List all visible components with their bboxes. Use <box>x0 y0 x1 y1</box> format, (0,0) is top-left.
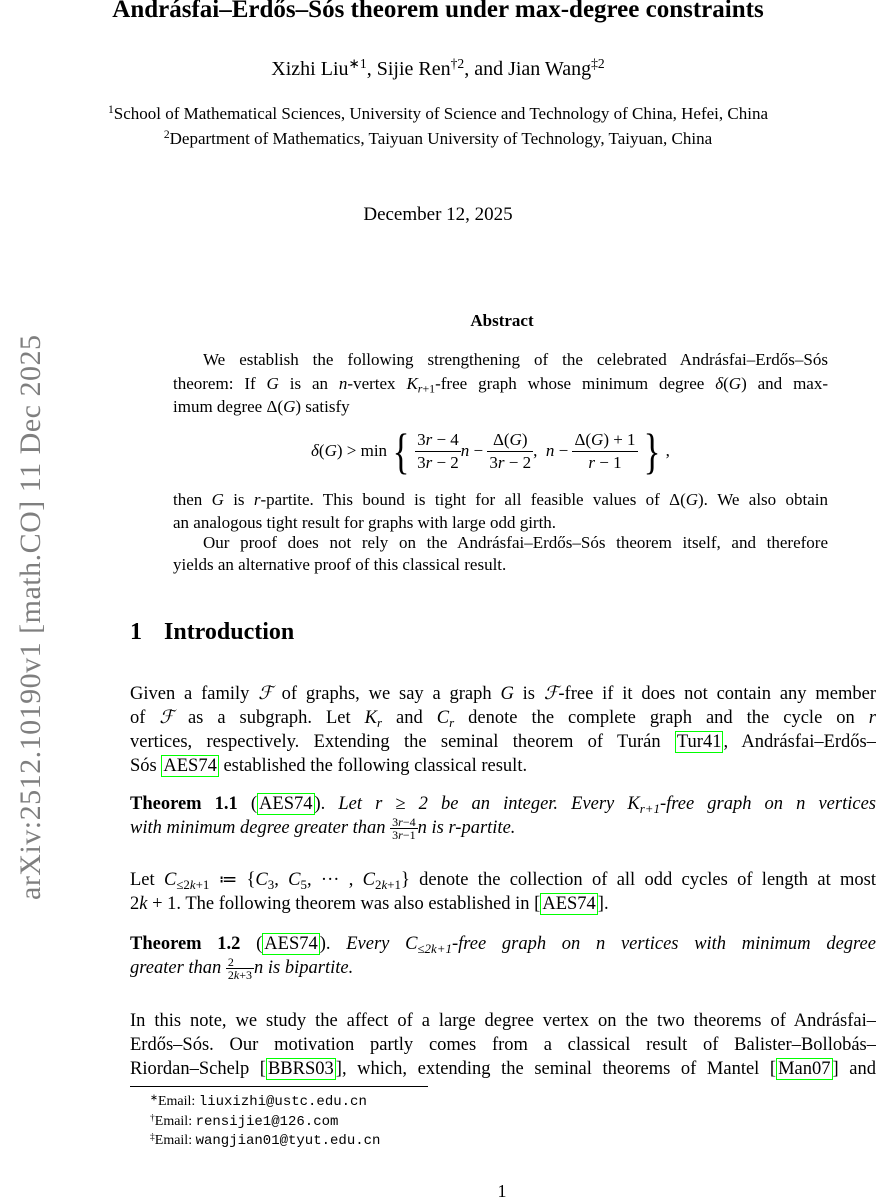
citation-link[interactable]: AES74 <box>542 894 596 914</box>
author-mark: †2 <box>450 56 465 72</box>
footnote-divider <box>130 1086 428 1087</box>
section-number: 1 <box>130 619 142 645</box>
theorem-1-1-cont: with minimum degree greater than $\frac{3r-4}{3r-1}$ n is r-partite. <box>130 815 516 843</box>
author-name: Jian Wang <box>508 58 592 80</box>
citation-link[interactable]: AES74 <box>264 934 318 954</box>
fraction: $\frac{3r - 4}{3r - 2}$ <box>417 429 459 472</box>
author-mark: ∗1 <box>348 56 367 72</box>
footnote-mark: ‡ <box>150 1132 155 1143</box>
footnote-2 <box>150 1114 338 1130</box>
abstract-text: an analogous tight result for graphs with large odd girth. <box>173 513 557 532</box>
line-text: In this note, we study the affect of a large degree vertex on the two theorems of Andrásfai– <box>130 1011 876 1031</box>
affiliation-text: School of Mathematical Sciences, University of Science and Technology of China, Hefei, China <box>113 104 768 123</box>
affiliation-2 <box>0 129 876 149</box>
author-name: Sijie Ren <box>376 58 451 80</box>
abstract-text: yields an alternative proof of this classical result. <box>173 555 507 574</box>
arxiv-stamp: arXiv:2512.10190v1 [math.CO] 11 Dec 2025 <box>14 334 47 900</box>
section-title: Introduction <box>164 619 295 645</box>
email-link[interactable]: wangjian01@tyut.edu.cn <box>195 1133 381 1149</box>
intro-line: Given a family ℱ of graphs, we say a graph G is ℱ-free if it does not contain any member <box>130 684 876 704</box>
abstract-line: then G is r-partite. This bound is tight for all feasible values of Δ(G). We also obtain <box>173 490 828 509</box>
theorem-1-2-cont: greater than $\frac{2}{2k+3}$ n is bipartite. <box>130 955 354 983</box>
abstract-line: theorem: If G is an n-vertex $K_{r+1}$-free graph whose minimum degree δ(G) and max- <box>173 374 829 396</box>
affiliation-1 <box>0 104 876 124</box>
note-line <box>130 1033 876 1057</box>
author-list <box>0 58 876 81</box>
fraction: $\frac{\Delta(G) + 1}{r - 1}$ <box>574 429 636 472</box>
abstract-text: Our proof does not rely on the Andrásfai–Erdős–Sós theorem itself, and therefore <box>203 533 828 552</box>
odd-cycle-line: Let $C_{\le 2k+1}$ ≔ {$C_3$, $C_5$, ··· , $C_{2k+1}$} denote the collection of all odd cycles of length at most <box>130 870 876 892</box>
affiliation-mark: 2 <box>163 128 170 142</box>
abstract-equation: δ(G) > min { $\frac{3r - 4}{3r - 2}$ n − $\frac{\Delta(G)}{3r - 2}$ , n − $\frac{\Delta(G) + 1}{r - 1}$ } , <box>311 423 670 479</box>
fraction: $\frac{3r-4}{3r-1}$ <box>392 815 416 843</box>
paper-title: Andrásfai–Erdős–Sós theorem under max-degree constraints <box>112 0 764 23</box>
author-name: Xizhi Liu <box>271 58 349 80</box>
right-brace: } <box>643 423 660 479</box>
page-number: 1 <box>497 1181 507 1201</box>
fraction: $\frac{2}{2k+3}$ <box>227 955 253 983</box>
footnote-1 <box>150 1094 367 1110</box>
intro-line: vertices, respectively. Extending the seminal theorem of Turán Tur41 , Andrásfai–Erdős– <box>130 732 876 752</box>
line-text: Erdős–Sós. Our motivation partly comes from a classical result of Balister–Bollobás– <box>130 1035 876 1055</box>
odd-cycle-line: 2k + 1. The following theorem was also established in [ AES74 ]. <box>130 894 609 914</box>
citation-link[interactable]: Tur41 <box>676 732 722 752</box>
theorem-label: Theorem 1.2 <box>130 934 241 954</box>
author-mark: ‡2 <box>591 56 605 72</box>
section-heading <box>130 619 294 646</box>
citation-link[interactable]: AES74 <box>163 756 217 776</box>
email-link[interactable]: rensijie1@126.com <box>195 1114 339 1130</box>
citation-link[interactable]: Man07 <box>778 1059 831 1079</box>
footnote-label: Email: <box>157 1094 196 1109</box>
abstract-line <box>173 553 828 576</box>
abstract-line: We establish the following strengthening of the celebrated Andrásfai–Erdős–Sós <box>203 350 828 369</box>
email-link[interactable]: liuxizhi@ustc.edu.cn <box>198 1094 367 1110</box>
abstract-line: imum degree Δ(G) satisfy <box>173 397 350 416</box>
affiliation-text: Department of Mathematics, Taiyuan University of Technology, Taiyuan, China <box>169 129 713 148</box>
citation-link[interactable]: BBRS03 <box>267 1059 334 1079</box>
citation-link[interactable]: AES74 <box>259 794 313 814</box>
footnote-label: Email: <box>154 1114 193 1129</box>
theorem-1-2: Theorem 1.2 ( AES74 ). Every $C_{\le 2k+1}$-free graph on n vertices with minimum degree <box>130 934 876 956</box>
note-line: Riordan–Schelp [ BBRS03 ], which, extending the seminal theorems of Mantel [ Man07 ] and <box>130 1059 876 1079</box>
note-line <box>130 1009 876 1033</box>
theorem-1-1: Theorem 1.1 ( AES74 ). Let r ≥ 2 be an integer. Every $K_{r+1}$-free graph on n vertices <box>130 794 876 816</box>
footnote-mark: ∗ <box>150 1093 158 1104</box>
intro-line: of ℱ as a subgraph. Let $K_r$ and $C_r$ denote the complete graph and the cycle on r <box>130 708 876 730</box>
left-brace: { <box>392 423 410 479</box>
intro-line: Sós AES74 established the following classical result. <box>130 756 528 776</box>
theorem-label: Theorem 1.1 <box>130 794 238 814</box>
footnote-label: Email: <box>154 1133 193 1148</box>
fraction: $\frac{\Delta(G)}{3r - 2}$ <box>489 429 532 472</box>
abstract-line <box>203 531 828 554</box>
abstract-heading: Abstract <box>470 311 534 330</box>
author-joiner: , <box>366 58 377 80</box>
paper-date: December 12, 2025 <box>363 204 513 225</box>
footnote-mark: † <box>150 1113 155 1124</box>
footnote-3 <box>150 1133 380 1149</box>
author-joiner: , and <box>464 58 509 80</box>
affiliation-mark: 1 <box>107 103 114 117</box>
